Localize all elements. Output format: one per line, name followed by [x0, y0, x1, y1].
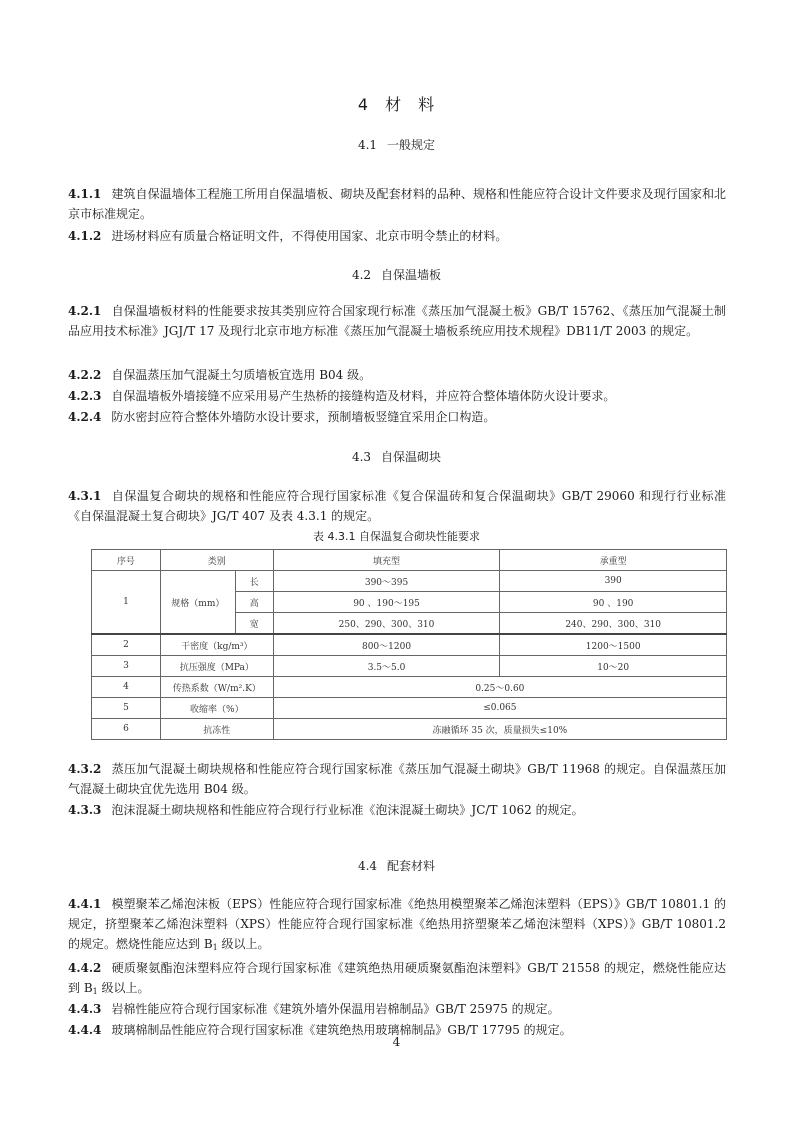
clause-number: 4.1.1	[68, 187, 102, 201]
header-seq: 序号	[92, 550, 161, 571]
clause-number: 4.2.3	[68, 389, 102, 403]
clause-text: 进场材料应有质量合格证明文件，不得使用国家、北京市明令禁止的材料。	[111, 229, 508, 243]
section-heading-4-3	[0, 448, 793, 465]
table-row	[92, 656, 727, 677]
cell-category: 规格（mm）	[160, 571, 235, 635]
section-heading-4-4	[0, 857, 793, 874]
cell-category: 收缩率（%）	[160, 698, 273, 719]
clause-text: 自保温墙板材料的性能要求按其类别应符合国家现行标准《蒸压加气混凝土板》GB/T 15762、《蒸压加气混凝土制品应用技术标准》JGJ/T 17 及现行北京市地方标准《蒸压加气混凝土墙板系统应用技术规程》DB11/T 2003 的规定。	[68, 304, 726, 338]
clause-text: 模塑聚苯乙烯泡沫板（EPS）性能应符合现行国家标准《绝热用模塑聚苯乙烯泡沫塑料（EPS）》GB/T 10801.1 的规定，挤塑聚苯乙烯泡沫塑料（XPS）性能应符合现行国家标准《绝热用挤塑聚苯乙烯泡沫塑料（XPS）》GB/T 10801.2 的规定。燃烧性能应达到 B	[68, 897, 726, 951]
performance-table	[91, 549, 727, 740]
clause-number: 4.3.3	[68, 803, 102, 817]
chapter-title	[0, 92, 793, 115]
cell-sub-label: 高	[235, 592, 273, 613]
clause-text-end: 级以上。	[217, 937, 270, 951]
cell-fill: 800～1200	[273, 634, 500, 656]
subscript: 1	[92, 987, 98, 996]
clause-text: 防水密封应符合整体外墙防水设计要求，预制墙板竖缝宜采用企口构造。	[111, 410, 496, 424]
clause-text-end: 级以上。	[97, 981, 150, 995]
header-category: 类别	[160, 550, 273, 571]
clause-text: 泡沫混凝土砌块规格和性能应符合现行行业标准《泡沫混凝土砌块》JC/T 1062 的规定。	[111, 803, 584, 817]
clause-4-2-1	[68, 301, 726, 341]
clause-text: 岩棉性能应符合现行国家标准《建筑外墙外保温用岩棉制品》GB/T 25975 的规定。	[111, 1002, 560, 1016]
section-title: 自保温墙板	[381, 268, 442, 282]
page-number: 4	[392, 1035, 401, 1049]
clause-number: 4.2.1	[68, 304, 102, 318]
clause-text: 玻璃棉制品性能应符合现行国家标准《建筑绝热用玻璃棉制品》GB/T 17795 的规定。	[111, 1023, 572, 1037]
table-row	[92, 719, 727, 740]
section-title: 配套材料	[387, 859, 436, 873]
chapter-number: 4	[357, 95, 370, 114]
clause-4-2-4	[68, 407, 726, 427]
clause-4-1-2	[68, 226, 726, 246]
clause-number: 4.4.1	[68, 897, 102, 911]
clause-text: 硬质聚氨酯泡沫塑料应符合现行国家标准《建筑绝热用硬质聚氨酯泡沫塑料》GB/T 21558 的规定，燃烧性能应达到 B	[68, 961, 726, 995]
section-title: 自保温砌块	[381, 450, 442, 464]
cell-bear: 90 、190	[500, 592, 727, 613]
clause-text: 自保温墙板外墙接缝不应采用易产生热桥的接缝构造及材料，并应符合整体墙体防火设计要求。	[111, 389, 616, 403]
section-title: 一般规定	[387, 138, 436, 152]
clause-text: 蒸压加气混凝土砌块规格和性能应符合现行国家标准《蒸压加气混凝土砌块》GB/T 11968 的规定。自保温蒸压加气混凝土砌块宜优先选用 B04 级。	[68, 762, 726, 796]
clause-number: 4.2.2	[68, 368, 102, 382]
cell-bear: 1200～1500	[500, 634, 727, 656]
cell-category: 传热系数（W/m².K）	[160, 677, 273, 698]
table-caption: 表 4.3.1 自保温复合砌块性能要求	[313, 530, 480, 543]
section-heading-4-2	[0, 266, 793, 283]
cell-fill: 3.5～5.0	[273, 656, 500, 677]
table-row	[92, 698, 727, 719]
cell-category: 抗压强度（MPa）	[160, 656, 273, 677]
cell-fill: 390～395	[273, 571, 500, 592]
clause-4-1-1	[68, 184, 726, 224]
cell-category: 抗冻性	[160, 719, 273, 740]
cell-seq: 3	[92, 656, 161, 677]
clause-number: 4.4.4	[68, 1023, 102, 1037]
header-fill-type: 填充型	[273, 550, 500, 571]
clause-4-3-1	[68, 486, 726, 526]
clause-number: 4.1.2	[68, 229, 102, 243]
header-bearing-type: 承重型	[500, 550, 727, 571]
section-heading-4-1	[0, 136, 793, 153]
cell-sub-label: 宽	[235, 613, 273, 635]
clause-text: 自保温蒸压加气混凝土匀质墙板宜选用 B04 级。	[111, 368, 372, 382]
cell-category: 干密度（kg/m³）	[160, 634, 273, 656]
cell-value: ≤0.065	[273, 698, 726, 719]
table-row	[92, 677, 727, 698]
cell-bear: 240、290、300、310	[500, 613, 727, 635]
cell-seq: 5	[92, 698, 161, 719]
clause-4-4-2	[68, 958, 726, 1002]
cell-fill: 250、290、300、310	[273, 613, 500, 635]
clause-number: 4.4.2	[68, 961, 102, 975]
clause-4-3-2	[68, 759, 726, 799]
cell-sub-label: 长	[235, 571, 273, 592]
cell-bear: 10～20	[500, 656, 727, 677]
table-header-row	[92, 550, 727, 571]
clause-number: 4.3.1	[68, 489, 102, 503]
clause-4-2-2	[68, 365, 726, 385]
clause-number: 4.3.2	[68, 762, 102, 776]
clause-number: 4.4.3	[68, 1002, 102, 1016]
clause-text: 建筑自保温墙体工程施工所用自保温墙板、砌块及配套材料的品种、规格和性能应符合设计文件要求及现行国家和北京市标准规定。	[68, 187, 726, 221]
clause-4-3-3	[68, 800, 726, 820]
section-number: 4.2	[351, 268, 372, 282]
clause-4-2-3	[68, 386, 726, 406]
section-number: 4.3	[351, 450, 372, 464]
cell-value: 冻融循环 35 次，质量损失≤10%	[273, 719, 726, 740]
clause-4-4-1	[68, 894, 726, 958]
cell-bear: 390	[500, 571, 727, 592]
chapter-title-char-2: 料	[418, 95, 436, 114]
section-number: 4.1	[357, 138, 378, 152]
clause-text: 自保温复合砌块的规格和性能应符合现行国家标准《复合保温砖和复合保温砌块》GB/T 29060 和现行行业标准《自保温混凝土复合砌块》JG/T 407 及表 4.3.1 的规定。	[68, 489, 726, 523]
table-row	[92, 634, 727, 656]
cell-seq: 2	[92, 634, 161, 656]
cell-fill: 90 、190～195	[273, 592, 500, 613]
cell-value: 0.25～0.60	[273, 677, 726, 698]
clause-4-4-3	[68, 999, 726, 1019]
subscript: 1	[212, 943, 218, 952]
chapter-title-char-1: 材	[385, 95, 403, 114]
cell-seq: 4	[92, 677, 161, 698]
section-number: 4.4	[357, 859, 378, 873]
cell-seq: 1	[92, 571, 161, 635]
cell-seq: 6	[92, 719, 161, 740]
table-row	[92, 571, 727, 592]
clause-number: 4.2.4	[68, 410, 102, 424]
